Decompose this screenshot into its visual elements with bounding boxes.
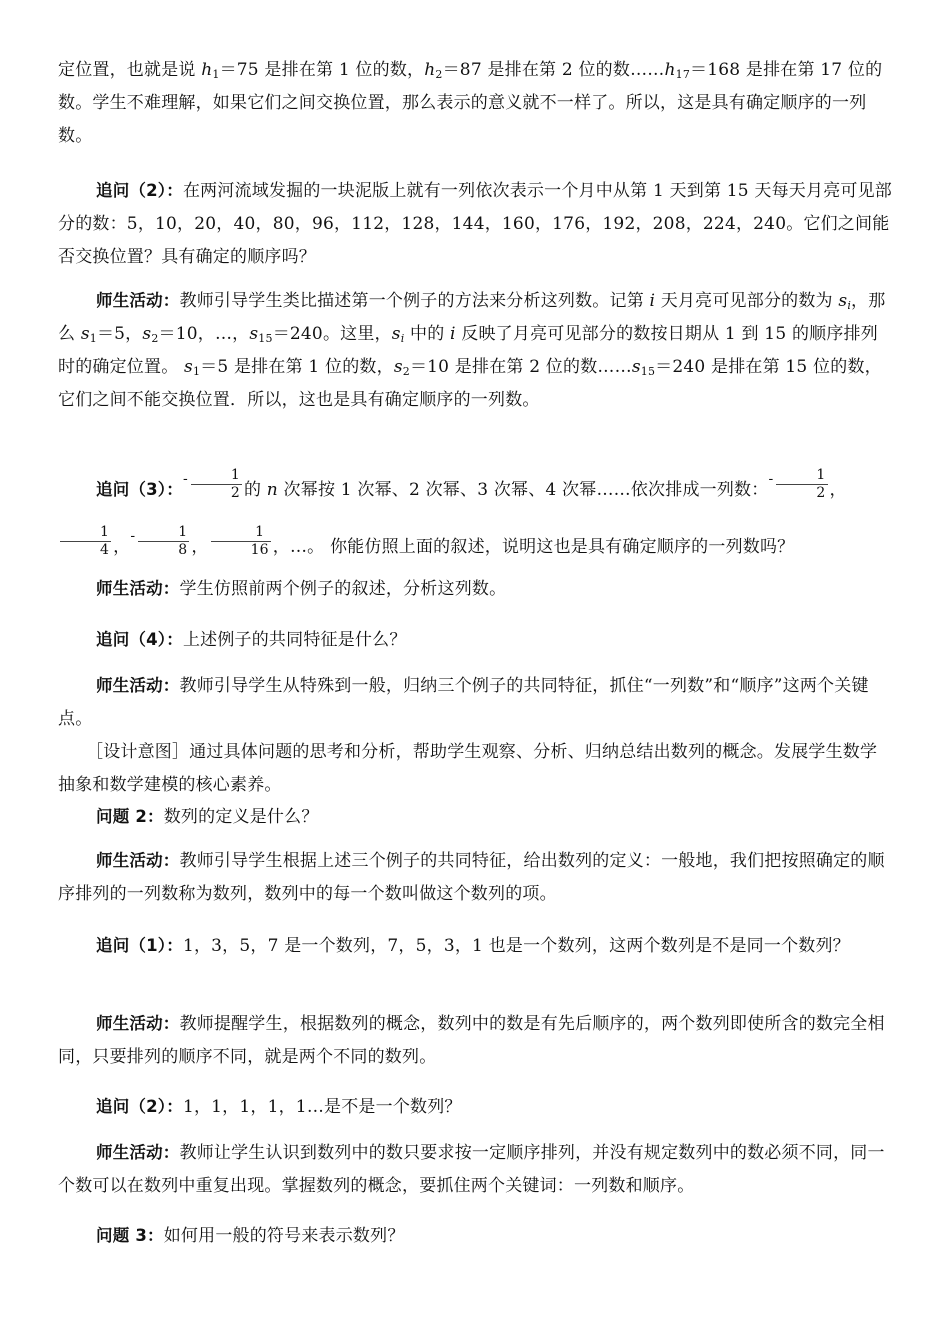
activity-label: 师生活动： (96, 676, 180, 695)
fraction-neg-half: $\frac{1}{2}$ (191, 467, 242, 502)
paragraph-sequence-heights: 定位置，也就是说 $h_1=75$ 是排在第 1 位的数，$h_2=87$ 是排在第 2 位的数$\dots\dots h_{17}=168$ 是排在第 17 位的数。学生不难理解，如果它们之间交换位置，那么表示的意义就不一样了。所以，这是具有确定顺序的一列数。 (58, 60, 883, 146)
activity-paragraph-3: 师生活动：学生仿照前两个例子的叙述，分析这列数。 (96, 579, 507, 599)
fraction-neg-eighth: $\frac{1}{8}$ (138, 524, 189, 559)
question-label: 问题 3： (96, 1226, 164, 1245)
followup-question-2: 追问（2）：在两河流域发掘的一块泥版上就有一列依次表示一个月中从第 1 天到第 15 天每天月亮可见部分的数：5，10，20，40，80，96，112，128，144，160，176，192，208，224，240。它们之间能否交换位置？具有确定的顺序吗？ (58, 181, 892, 267)
followup-label: 追问（1）： (96, 936, 183, 955)
followup-question-1: 追问（1）：1，3，5，7 是一个数列，7，5，3，1 也是一个数列，这两个数列是不是同一个数列？ (96, 936, 850, 956)
followup-label: 追问（3）： (96, 480, 183, 499)
followup-label: 追问（2）： (96, 1097, 183, 1116)
fraction-sixteenth: $\frac{1}{16}$ (211, 524, 271, 559)
design-intent-label: ［设计意图］ (86, 742, 190, 762)
question-label: 问题 2： (96, 807, 164, 826)
activity-label: 师生活动： (96, 851, 180, 870)
activity-paragraph-moon: 师生活动：教师引导学生类比描述第一个例子的方法来分析这列数。记第 i 天月亮可见部分的数为 $s_i$，那么 $s_1=5$，$s_2=10$，…，$s_{15}=240$。这里，$s_i$ 中的 i 反映了月亮可见部分的数按日期从 1 到 15 的顺序排列时的确定位置。 $s_1=5$ 是排在第 1 位的数，$s_2=10$ 是排在第 2 位的数$\dots\dots s_{15}=240$ 是排在第 15 位的数，它们之间不能交换位置．所以，这也是具有确定顺序的一列数。 (58, 291, 886, 410)
followup-label: 追问（4）： (96, 630, 183, 649)
activity-paragraph-definition: 师生活动：教师引导学生根据上述三个例子的共同特征，给出数列的定义：一般地，我们把按照确定的顺序排列的一列数称为数列，数列中的每一个数叫做这个数列的项。 (58, 851, 885, 904)
activity-paragraph-order: 师生活动：教师提醒学生，根据数列的概念，数列中的数是有先后顺序的，两个数列即使所含的数完全相同，只要排列的顺序不同，就是两个不同的数列。 (58, 1014, 885, 1067)
activity-label: 师生活动： (96, 1143, 180, 1162)
followup-question-3: 追问（3）：- $\frac{1}{2}$ 的 n 次幂按 1 次幂、2 次幂、3 次幂、4 次幂……依次排成一列数：- $\frac{1}{2}$ ， $\frac{1}{4}$ ，- $\frac{1}{8}$ ， $\frac{1}{16}$ ，…。 你能仿照上面的叙述，说明这也是具有确定顺序的一列数吗？ (58, 462, 894, 576)
activity-paragraph-repeat: 师生活动：教师让学生认识到数列中的数只要求按一定顺序排列，并没有规定数列中的数必须不同，同一个数可以在数列中重复出现。掌握数列的概念，要抓住两个关键词：一列数和顺序。 (58, 1143, 885, 1196)
followup-question-2b: 追问（2）：1，1，1，1，1…是不是一个数列？ (96, 1097, 462, 1117)
fraction-quarter: $\frac{1}{4}$ (60, 524, 111, 559)
followup-label: 追问（2）： (96, 181, 183, 200)
question-2: 问题 2：数列的定义是什么？ (96, 807, 319, 827)
activity-label: 师生活动： (96, 579, 180, 598)
text: 定位置，也就是说 (58, 60, 202, 80)
fraction-neg-half-term: $\frac{1}{2}$ (776, 467, 827, 502)
activity-label: 师生活动： (96, 291, 180, 310)
followup-question-4: 追问（4）：上述例子的共同特征是什么？ (96, 630, 407, 650)
activity-paragraph-4: 师生活动：教师引导学生从特殊到一般，归纳三个例子的共同特征，抓住“一列数”和“顺序”这两个关键点。 (58, 676, 869, 729)
activity-label: 师生活动： (96, 1014, 180, 1033)
question-3: 问题 3：如何用一般的符号来表示数列？ (96, 1226, 405, 1246)
design-intent-paragraph: ［设计意图］通过具体问题的思考和分析，帮助学生观察、分析、归纳总结出数列的概念。发展学生数学抽象和数学建模的核心素养。 (58, 742, 878, 795)
